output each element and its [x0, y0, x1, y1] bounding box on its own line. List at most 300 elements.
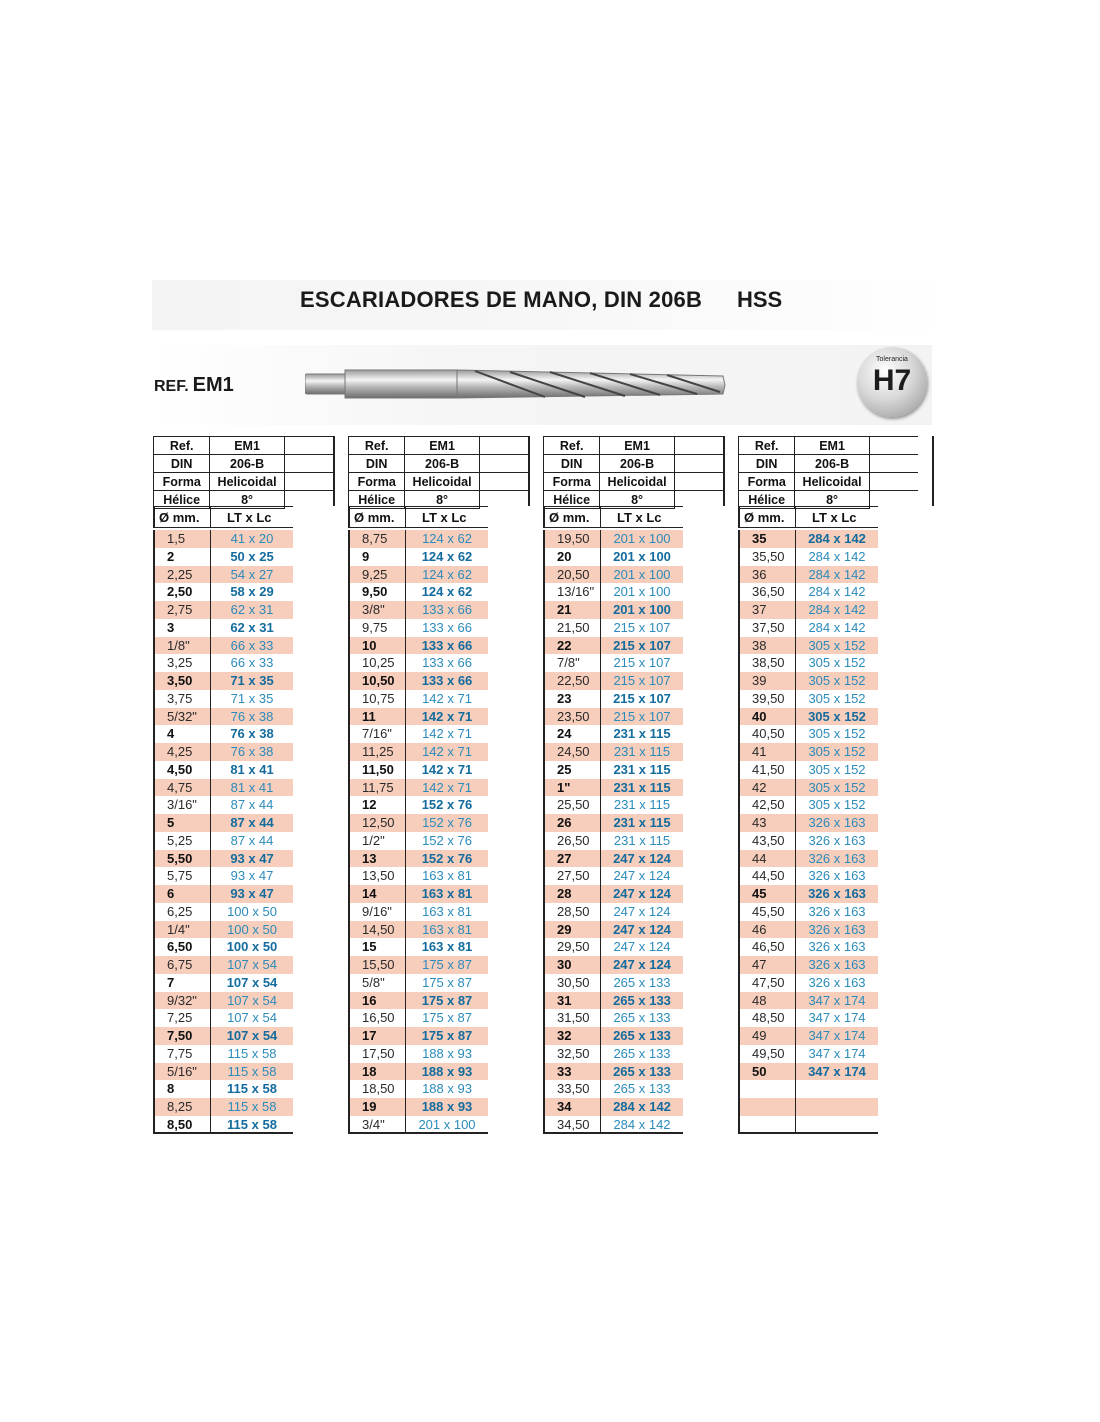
divider	[405, 507, 406, 527]
table-row	[740, 992, 878, 1010]
diameter-cell: 22	[557, 637, 572, 653]
length-cell: 133 x 66	[422, 655, 472, 671]
reference-label	[154, 374, 234, 397]
diameter-cell: 9/16"	[362, 903, 392, 919]
spec-value: 206-B	[600, 455, 674, 473]
length-cell: 247 x 124	[613, 886, 671, 901]
table-row	[545, 530, 683, 548]
table-row	[545, 654, 683, 672]
length-cell: 81 x 41	[230, 761, 274, 777]
diameter-cell: 43	[752, 815, 767, 830]
length-cell: 215 x 107	[613, 655, 671, 671]
table-row	[545, 938, 683, 956]
length-cell: 100 x 50	[226, 939, 278, 955]
divider	[210, 530, 211, 1132]
table-row	[740, 1116, 878, 1134]
diameter-cell: 36	[752, 566, 767, 582]
diameter-cell: 22,50	[557, 673, 590, 688]
diameter-cell: 29	[557, 921, 572, 937]
table-row	[350, 761, 488, 779]
length-cell: 124 x 62	[422, 566, 472, 582]
table-row	[350, 1098, 488, 1116]
length-cell: 87 x 44	[230, 815, 274, 830]
table-row	[545, 761, 683, 779]
table-row	[740, 743, 878, 761]
diameter-cell: 6	[167, 886, 175, 901]
table-row	[155, 690, 293, 708]
length-cell: 247 x 124	[613, 850, 671, 866]
spec-row	[154, 473, 334, 491]
length-cell: 347 x 174	[808, 1063, 866, 1079]
length-cell: 231 x 115	[613, 832, 671, 848]
table-row	[155, 885, 293, 903]
table-body	[543, 530, 683, 1134]
length-heading: LT x Lc	[812, 510, 857, 525]
diameter-cell: 48	[752, 992, 767, 1008]
diameter-cell: 35,50	[752, 548, 785, 564]
table-row	[545, 1080, 683, 1098]
table-row	[155, 956, 293, 974]
table-row	[155, 601, 293, 619]
diameter-cell: 26,50	[557, 832, 590, 848]
length-cell: 247 x 124	[613, 939, 671, 955]
diameter-cell: 3,25	[167, 655, 193, 671]
table-row	[740, 956, 878, 974]
diameter-cell: 10,50	[362, 673, 395, 688]
diameter-cell: 5/8"	[362, 974, 385, 990]
spec-blank	[869, 473, 918, 491]
spec-blank	[674, 437, 723, 455]
length-cell: 58 x 29	[230, 584, 274, 600]
spec-label: Forma	[544, 473, 600, 491]
table-row	[545, 1027, 683, 1045]
length-cell: 326 x 163	[808, 815, 866, 830]
diameter-cell: 3/8"	[362, 602, 385, 617]
table-row	[155, 1045, 293, 1063]
diameter-cell: 8,25	[167, 1099, 193, 1114]
table-row	[155, 867, 293, 885]
table-row	[155, 743, 293, 761]
diameter-cell: 11,50	[362, 761, 394, 777]
diameter-cell: 50	[752, 1063, 767, 1079]
diameter-cell: 47	[752, 957, 767, 972]
length-cell: 215 x 107	[613, 637, 671, 653]
diameter-cell: 33,50	[557, 1081, 590, 1097]
table-row	[740, 566, 878, 584]
column-headings	[738, 506, 878, 528]
table-row	[350, 992, 488, 1010]
diameter-cell: 3,75	[167, 690, 193, 706]
length-cell: 265 x 133	[613, 974, 671, 990]
table-row	[740, 903, 878, 921]
diameter-cell: 13/16"	[557, 584, 595, 600]
table-body	[738, 530, 878, 1134]
diameter-cell: 27,50	[557, 868, 590, 884]
diameter-cell: 5	[167, 815, 175, 830]
length-cell: 54 x 27	[230, 566, 274, 582]
diameter-cell: 6,25	[167, 903, 193, 919]
diameter-cell: 10,25	[362, 655, 395, 671]
length-cell: 305 x 152	[808, 726, 866, 742]
diameter-cell: 7,75	[167, 1045, 193, 1061]
length-cell: 107 x 54	[227, 1010, 277, 1026]
length-cell: 62 x 31	[230, 619, 274, 635]
table-row	[740, 619, 878, 637]
table-row	[545, 885, 683, 903]
diameter-cell: 9,25	[362, 566, 388, 582]
diameter-cell: 38	[752, 637, 767, 653]
material-label: HSS	[737, 287, 783, 312]
table-row	[350, 867, 488, 885]
table-row	[350, 885, 488, 903]
spec-blank	[284, 437, 333, 455]
length-cell: 247 x 124	[613, 921, 671, 937]
reference-prefix: REF.	[154, 378, 189, 395]
length-cell: 175 x 87	[421, 992, 473, 1008]
spec-blank	[674, 455, 723, 473]
table-row	[545, 566, 683, 584]
table-row	[350, 619, 488, 637]
spec-label: DIN	[739, 455, 795, 473]
table-row	[350, 903, 488, 921]
diameter-cell: 21,50	[557, 619, 590, 635]
table-row	[350, 974, 488, 992]
diameter-cell: 14	[362, 886, 377, 901]
length-cell: 124 x 62	[421, 584, 473, 600]
diameter-cell: 11	[362, 708, 376, 724]
diameter-cell: 1,5	[167, 531, 186, 546]
length-cell: 188 x 93	[422, 1081, 472, 1097]
diameter-cell: 42,50	[752, 797, 785, 813]
table-row	[740, 1045, 878, 1063]
table-row	[155, 1027, 293, 1045]
length-cell: 305 x 152	[808, 690, 866, 706]
length-cell: 76 x 38	[230, 708, 274, 724]
diameter-cell: 3/16"	[167, 797, 197, 813]
length-cell: 107 x 54	[226, 1028, 278, 1043]
table-row	[350, 601, 488, 619]
diameter-cell: 23,50	[557, 708, 590, 724]
length-cell: 175 x 87	[421, 1028, 473, 1043]
diameter-cell: 19	[362, 1099, 377, 1114]
table-row	[350, 672, 488, 690]
spec-value: EM1	[210, 437, 284, 455]
length-cell: 347 x 174	[808, 1045, 866, 1061]
length-cell: 347 x 174	[808, 1010, 866, 1026]
diameter-cell: 12,50	[362, 815, 395, 830]
spec-blank	[284, 455, 333, 473]
spec-header	[348, 436, 528, 509]
length-cell: 133 x 66	[421, 637, 473, 653]
table-row	[740, 1098, 878, 1116]
length-cell: 215 x 107	[613, 673, 671, 688]
table-row	[740, 974, 878, 992]
table-row	[740, 672, 878, 690]
diameter-cell: 35	[752, 531, 767, 546]
length-cell: 115 x 58	[227, 1099, 277, 1114]
diameter-cell: 44	[752, 850, 767, 866]
divider	[795, 507, 796, 527]
length-cell: 115 x 58	[227, 1063, 277, 1079]
length-cell: 175 x 87	[422, 974, 472, 990]
length-heading: LT x Lc	[422, 510, 467, 525]
table-row	[155, 1009, 293, 1027]
table-row	[545, 743, 683, 761]
length-cell: 107 x 54	[227, 992, 277, 1008]
table-row	[350, 850, 488, 868]
table-row	[545, 992, 683, 1010]
length-cell: 133 x 66	[422, 619, 472, 635]
diameter-cell: 18	[362, 1063, 377, 1079]
spec-value: 8°	[600, 491, 674, 509]
table-row	[740, 530, 878, 548]
diameter-cell: 41,50	[752, 761, 785, 777]
spec-blank	[479, 437, 528, 455]
length-cell: 76 x 38	[230, 744, 274, 759]
table-row	[740, 1009, 878, 1027]
diameter-cell: 16,50	[362, 1010, 395, 1026]
spec-label: DIN	[154, 455, 210, 473]
table-row	[740, 832, 878, 850]
diameter-cell: 5/32"	[167, 708, 197, 724]
table-row	[350, 1080, 488, 1098]
length-cell: 93 x 47	[230, 886, 274, 901]
diameter-cell: 8,75	[362, 531, 388, 546]
table-row	[350, 708, 488, 726]
length-cell: 133 x 66	[421, 673, 473, 688]
diameter-cell: 1/8"	[167, 637, 190, 653]
length-cell: 124 x 62	[422, 531, 472, 546]
diameter-cell: 31,50	[557, 1010, 590, 1026]
table-row	[740, 654, 878, 672]
spec-header	[543, 436, 723, 509]
length-cell: 41 x 20	[230, 531, 274, 546]
diameter-cell: 7/8"	[557, 655, 580, 671]
diameter-cell: 45,50	[752, 903, 785, 919]
length-cell: 265 x 133	[613, 1045, 671, 1061]
table-row	[155, 850, 293, 868]
spec-blank	[479, 455, 528, 473]
diameter-cell: 32	[557, 1028, 572, 1043]
diameter-cell: 30	[557, 957, 572, 972]
diameter-cell: 29,50	[557, 939, 590, 955]
table-row	[545, 708, 683, 726]
diameter-cell: 15,50	[362, 957, 395, 972]
length-cell: 163 x 81	[422, 868, 472, 884]
diameter-cell: 9,75	[362, 619, 388, 635]
length-cell: 201 x 100	[613, 531, 671, 546]
column-headings	[348, 506, 488, 528]
length-cell: 142 x 71	[421, 708, 473, 724]
table-row	[545, 1009, 683, 1027]
diameter-cell: 11,25	[362, 744, 394, 759]
spec-header	[153, 436, 333, 509]
length-cell: 231 x 115	[613, 797, 671, 813]
spec-blank	[479, 473, 528, 491]
length-cell: 284 x 142	[808, 602, 866, 617]
diameter-cell: 36,50	[752, 584, 785, 600]
spec-row	[349, 473, 529, 491]
spec-row	[349, 455, 529, 473]
spec-value: Helicoidal	[600, 473, 674, 491]
length-cell: 107 x 54	[227, 957, 277, 972]
spec-value: 8°	[405, 491, 479, 509]
diameter-cell: 9/32"	[167, 992, 197, 1008]
table-row	[740, 938, 878, 956]
table-row	[155, 779, 293, 797]
length-cell: 265 x 133	[613, 1028, 671, 1043]
diameter-cell: 3/4"	[362, 1116, 385, 1132]
diameter-cell: 10	[362, 637, 377, 653]
diameter-cell: 32,50	[557, 1045, 590, 1061]
length-cell: 115 x 58	[227, 1081, 277, 1097]
table-row	[155, 637, 293, 655]
length-heading: LT x Lc	[227, 510, 272, 525]
diameter-cell: 1/4"	[167, 921, 190, 937]
table-row	[545, 1098, 683, 1116]
spec-value: EM1	[795, 437, 869, 455]
page-title: ESCARIADORES DE MANO, DIN 206B	[300, 287, 703, 312]
length-cell: 142 x 71	[422, 690, 472, 706]
table-row	[740, 583, 878, 601]
table-row	[350, 796, 488, 814]
diameter-cell: 7,50	[167, 1028, 193, 1043]
diameter-cell: 4,25	[167, 744, 193, 759]
spec-label: Hélice	[349, 491, 405, 509]
spec-header	[738, 436, 918, 509]
length-cell: 326 x 163	[808, 832, 866, 848]
diameter-cell: 24,50	[557, 744, 590, 759]
table-row	[740, 725, 878, 743]
diameter-cell: 37,50	[752, 619, 785, 635]
diameter-cell: 6,75	[167, 957, 193, 972]
diameter-cell: 20,50	[557, 566, 590, 582]
table-row	[350, 832, 488, 850]
length-cell: 326 x 163	[808, 903, 866, 919]
table-row	[545, 1116, 683, 1134]
spec-row	[349, 437, 529, 455]
length-cell: 163 x 81	[422, 903, 472, 919]
table-row	[350, 637, 488, 655]
length-cell: 115 x 58	[227, 1045, 277, 1061]
divider	[405, 530, 406, 1132]
table-row	[740, 885, 878, 903]
tolerance-badge	[857, 347, 927, 417]
tolerance-value: H7	[872, 364, 912, 397]
diameter-cell: 5,50	[167, 850, 193, 866]
table-row	[350, 956, 488, 974]
table-body	[153, 530, 293, 1134]
table-body	[348, 530, 488, 1134]
table-row	[545, 956, 683, 974]
length-cell: 284 x 142	[808, 566, 866, 582]
table-row	[350, 938, 488, 956]
spec-value: 8°	[210, 491, 284, 509]
length-cell: 201 x 100	[613, 584, 671, 600]
table-row	[545, 796, 683, 814]
length-cell: 142 x 71	[421, 761, 473, 777]
table-row	[155, 921, 293, 939]
table-row	[545, 1045, 683, 1063]
spec-label: Hélice	[154, 491, 210, 509]
spec-row	[739, 437, 919, 455]
table-row	[155, 796, 293, 814]
diameter-cell: 48,50	[752, 1010, 785, 1026]
diameter-cell: 8,50	[167, 1116, 193, 1132]
length-cell: 305 x 152	[808, 637, 866, 653]
length-cell: 50 x 25	[230, 548, 274, 564]
table-row	[545, 601, 683, 619]
length-cell: 133 x 66	[422, 602, 472, 617]
diameter-cell: 20	[557, 548, 572, 564]
diameter-cell: 5,25	[167, 832, 193, 848]
table-row	[545, 850, 683, 868]
length-cell: 265 x 133	[613, 1010, 671, 1026]
table-row	[155, 1063, 293, 1081]
length-cell: 284 x 142	[808, 619, 866, 635]
table-row	[740, 1063, 878, 1081]
diameter-cell: 10,75	[362, 690, 395, 706]
length-cell: 201 x 100	[613, 566, 671, 582]
length-cell: 326 x 163	[808, 939, 866, 955]
spec-label: Hélice	[739, 491, 795, 509]
length-cell: 152 x 76	[421, 797, 473, 813]
diameter-cell: 4,75	[167, 779, 193, 795]
table-row	[545, 690, 683, 708]
diameter-cell: 49	[752, 1028, 767, 1043]
diameter-cell: 26	[557, 815, 572, 830]
length-cell: 231 x 115	[613, 744, 671, 759]
spec-value: 206-B	[210, 455, 284, 473]
table-row	[350, 779, 488, 797]
spec-blank	[869, 437, 918, 455]
table-row	[545, 583, 683, 601]
length-cell: 231 x 115	[613, 761, 671, 777]
table-row	[155, 814, 293, 832]
header-border	[932, 436, 934, 506]
length-cell: 305 x 152	[808, 779, 866, 795]
diameter-cell: 43,50	[752, 832, 785, 848]
spec-label: DIN	[544, 455, 600, 473]
table-row	[545, 921, 683, 939]
length-cell: 66 x 33	[230, 637, 274, 653]
length-cell: 152 x 76	[422, 815, 472, 830]
table-row	[155, 530, 293, 548]
diameter-cell: 1"	[557, 779, 571, 795]
table-row	[155, 903, 293, 921]
length-cell: 71 x 35	[230, 690, 274, 706]
diameter-cell: 27	[557, 850, 572, 866]
table-row	[155, 938, 293, 956]
table-row	[545, 1063, 683, 1081]
length-cell: 284 x 142	[613, 1116, 671, 1132]
diameter-cell: 2,25	[167, 566, 193, 582]
table-row	[740, 637, 878, 655]
length-cell: 305 x 152	[808, 673, 866, 688]
spec-label: Ref.	[544, 437, 600, 455]
column-headings	[153, 506, 293, 528]
diameter-cell: 7,25	[167, 1010, 193, 1026]
diameter-cell: 2,75	[167, 602, 193, 617]
table-row	[545, 619, 683, 637]
diameter-cell: 46	[752, 921, 767, 937]
table-row	[740, 850, 878, 868]
diameter-cell: 21	[557, 602, 572, 617]
table-row	[545, 637, 683, 655]
table-row	[350, 921, 488, 939]
header-border	[723, 436, 725, 506]
table-row	[155, 725, 293, 743]
